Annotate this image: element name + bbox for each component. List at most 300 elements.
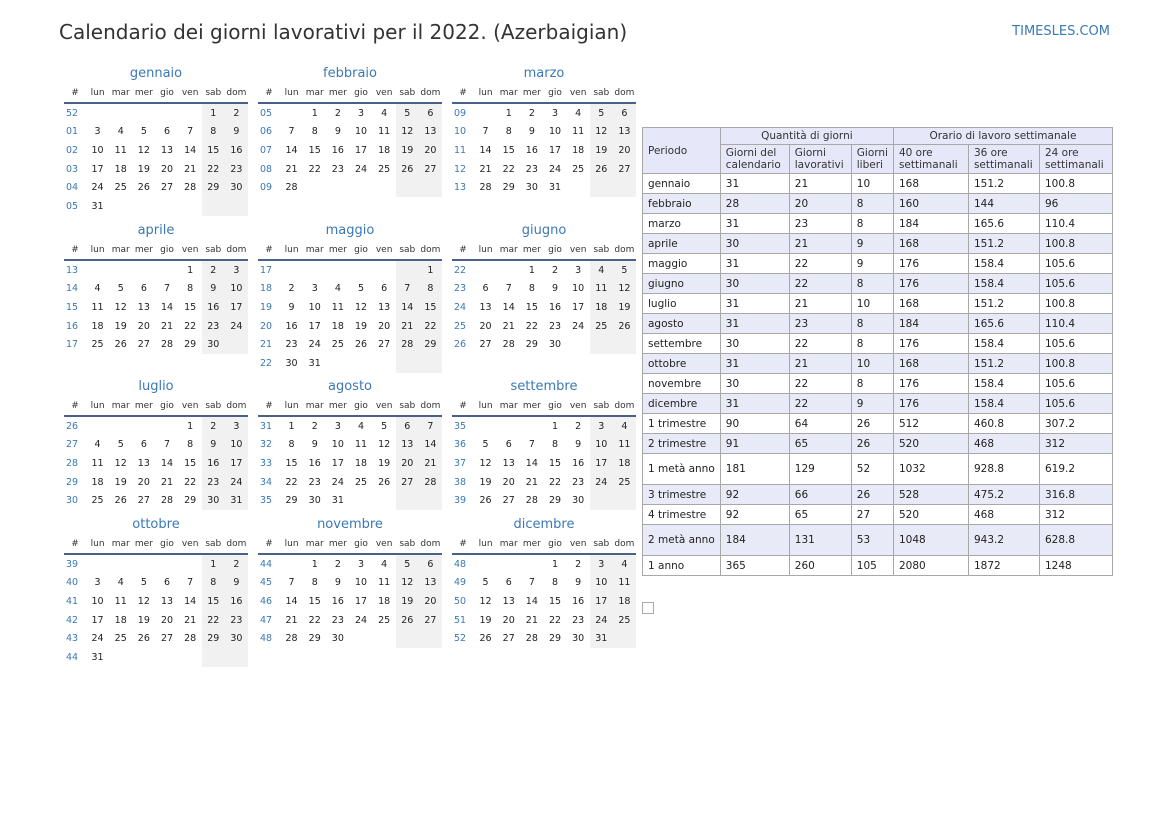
day-cell: 24 xyxy=(590,473,613,492)
week-number: 03 xyxy=(66,163,79,175)
day-cell: 24 xyxy=(548,163,562,175)
day-cell: 22 xyxy=(525,320,538,332)
value-cell: 176 xyxy=(893,254,968,274)
value-cell: 22 xyxy=(789,274,851,294)
day-cell: 4 xyxy=(117,577,124,589)
week-number: 46 xyxy=(260,595,273,607)
weekday-header: ven xyxy=(373,534,396,554)
day-cell: 28 xyxy=(396,335,419,354)
table-row xyxy=(643,254,1113,274)
day-cell: 5 xyxy=(396,554,419,574)
value-cell: 316.8 xyxy=(1039,485,1112,505)
week-row xyxy=(64,280,248,299)
day-cell: 3 xyxy=(590,554,613,574)
day-cell: 30 xyxy=(202,491,225,510)
value-cell: 31 xyxy=(720,174,789,194)
value-cell: 22 xyxy=(789,254,851,274)
day-cell: 23 xyxy=(202,473,225,492)
day-cell: 7 xyxy=(505,283,512,295)
day-cell: 25 xyxy=(91,339,104,351)
day-cell: 10 xyxy=(548,126,562,138)
week-row xyxy=(452,335,636,354)
week-row xyxy=(258,473,442,492)
day-cell: 10 xyxy=(590,436,613,455)
day-cell: 14 xyxy=(285,144,298,156)
weekday-header: ven xyxy=(567,240,590,260)
week-number: 17 xyxy=(66,339,79,351)
day-cell: 18 xyxy=(331,320,344,332)
day-cell: 5 xyxy=(396,103,419,123)
day-cell: 3 xyxy=(334,420,341,432)
day-cell: 28 xyxy=(184,182,197,194)
day-cell: 12 xyxy=(613,280,636,299)
week-number: 05 xyxy=(66,200,79,212)
day-cell: 8 xyxy=(202,574,225,593)
period-cell: 1 trimestre xyxy=(643,414,721,434)
day-cell: 3 xyxy=(311,283,318,295)
day-cell: 21 xyxy=(396,317,419,336)
day-cell: 15 xyxy=(502,144,515,156)
day-cell: 1 xyxy=(528,264,535,276)
value-cell: 22 xyxy=(789,394,851,414)
week-row xyxy=(64,592,248,611)
weekday-header: ven xyxy=(179,396,202,416)
day-cell: 10 xyxy=(354,126,368,138)
day-cell xyxy=(613,178,636,197)
day-cell xyxy=(419,491,442,510)
day-cell xyxy=(225,648,248,667)
day-cell: 24 xyxy=(354,163,368,175)
day-cell: 27 xyxy=(160,633,174,645)
value-cell: 520 xyxy=(893,505,968,525)
day-cell: 29 xyxy=(419,335,442,354)
week-number: 09 xyxy=(454,107,467,119)
day-cell: 9 xyxy=(334,126,341,138)
day-cell: 26 xyxy=(613,317,636,336)
value-cell: 151.2 xyxy=(968,354,1039,374)
day-cell: 14 xyxy=(525,595,538,607)
weekday-header: dom xyxy=(613,240,636,260)
day-cell: 12 xyxy=(479,595,492,607)
value-cell: 1248 xyxy=(1039,556,1112,576)
value-cell: 165.6 xyxy=(968,214,1039,234)
week-row xyxy=(452,317,636,336)
day-cell: 1 xyxy=(187,264,194,276)
week-number: 31 xyxy=(260,420,273,432)
day-cell: 12 xyxy=(378,439,391,451)
week-number: 47 xyxy=(260,614,273,626)
day-cell: 27 xyxy=(137,339,150,351)
month-calendar xyxy=(64,222,248,354)
day-cell: 10 xyxy=(308,301,321,313)
value-cell: 21 xyxy=(789,354,851,374)
day-cell: 8 xyxy=(202,123,225,142)
month-name: agosto xyxy=(328,379,372,394)
month-calendar xyxy=(258,516,442,648)
day-cell: 26 xyxy=(479,495,492,507)
checkbox[interactable] xyxy=(642,602,654,614)
day-cell: 11 xyxy=(378,126,391,138)
week-row xyxy=(64,141,248,160)
days-group-header: Quantità di giorni xyxy=(720,128,893,145)
day-cell: 19 xyxy=(396,592,419,611)
day-cell: 4 xyxy=(94,283,101,295)
value-cell: 65 xyxy=(789,434,851,454)
day-cell xyxy=(155,103,178,123)
day-cell: 12 xyxy=(114,457,127,469)
day-cell xyxy=(202,197,225,216)
week-number: 30 xyxy=(66,495,79,507)
day-cell: 13 xyxy=(160,595,174,607)
day-cell: 16 xyxy=(572,595,585,607)
weekday-header: ven xyxy=(567,534,590,554)
day-cell: 23 xyxy=(202,317,225,336)
day-cell xyxy=(613,491,636,510)
week-row xyxy=(452,160,636,179)
day-cell: 6 xyxy=(482,283,489,295)
weekday-header: gio xyxy=(543,240,566,260)
weekday-header: ven xyxy=(567,396,590,416)
weekday-header: sab xyxy=(590,240,613,260)
day-cell: 25 xyxy=(91,495,104,507)
day-cell: 22 xyxy=(308,163,321,175)
day-cell: 11 xyxy=(114,595,127,607)
value-cell: 129 xyxy=(789,454,851,485)
value-cell: 184 xyxy=(893,214,968,234)
day-cell: 15 xyxy=(525,301,538,313)
day-cell: 5 xyxy=(381,420,388,432)
week-row xyxy=(452,574,636,593)
day-cell: 14 xyxy=(184,595,197,607)
day-cell xyxy=(179,103,202,123)
weekday-header: sab xyxy=(202,534,225,554)
weekday-header: sab xyxy=(590,534,613,554)
week-row xyxy=(64,436,248,455)
day-cell: 9 xyxy=(225,574,248,593)
value-cell: 168 xyxy=(893,234,968,254)
day-cell xyxy=(396,260,419,280)
week-row xyxy=(64,648,248,667)
day-cell: 15 xyxy=(308,595,321,607)
week-row xyxy=(258,335,442,354)
weekday-header: mer xyxy=(520,83,543,103)
day-cell xyxy=(202,648,225,667)
week-number: 09 xyxy=(260,182,273,194)
column-header: 24 ore settimanali xyxy=(1039,145,1112,174)
day-cell: 1 xyxy=(202,103,225,123)
day-cell: 13 xyxy=(160,144,174,156)
day-cell: 15 xyxy=(184,457,197,469)
weekday-header: mar xyxy=(497,240,520,260)
day-cell: 31 xyxy=(331,495,344,507)
day-cell: 20 xyxy=(502,476,515,488)
day-cell: 22 xyxy=(184,476,197,488)
period-cell: agosto xyxy=(643,314,721,334)
day-cell: 3 xyxy=(590,416,613,436)
weekday-header: gio xyxy=(349,396,372,416)
weekday-header: # xyxy=(64,396,86,416)
weekday-header: sab xyxy=(202,83,225,103)
day-cell: 22 xyxy=(202,611,225,630)
value-cell: 30 xyxy=(720,234,789,254)
weekday-header: dom xyxy=(419,83,442,103)
weekday-header: mer xyxy=(132,83,155,103)
day-cell: 11 xyxy=(91,301,104,313)
week-row xyxy=(258,141,442,160)
day-cell: 11 xyxy=(378,577,391,589)
value-cell: 468 xyxy=(968,505,1039,525)
day-cell xyxy=(349,178,372,197)
day-cell xyxy=(373,178,396,197)
table-row xyxy=(643,434,1113,454)
day-cell: 17 xyxy=(225,298,248,317)
week-row xyxy=(452,611,636,630)
day-cell: 12 xyxy=(354,301,368,313)
day-cell: 21 xyxy=(502,320,515,332)
week-row xyxy=(64,197,248,216)
day-cell xyxy=(326,178,349,197)
week-number: 32 xyxy=(260,439,273,451)
weekday-header: mar xyxy=(497,396,520,416)
week-row xyxy=(64,178,248,197)
day-cell: 10 xyxy=(91,144,104,156)
day-cell: 4 xyxy=(117,126,124,138)
day-cell: 8 xyxy=(187,283,194,295)
value-cell: 168 xyxy=(893,174,968,194)
day-cell: 28 xyxy=(160,495,174,507)
day-cell: 20 xyxy=(137,320,150,332)
table-row xyxy=(643,354,1113,374)
weekday-header: lun xyxy=(474,83,497,103)
value-cell: 176 xyxy=(893,274,968,294)
week-number: 38 xyxy=(454,476,467,488)
day-cell xyxy=(179,554,202,574)
day-cell: 9 xyxy=(575,439,582,451)
day-cell: 26 xyxy=(396,611,419,630)
day-cell: 15 xyxy=(419,298,442,317)
value-cell: 260 xyxy=(789,556,851,576)
day-cell: 25 xyxy=(331,339,344,351)
day-cell: 4 xyxy=(590,260,613,280)
week-row xyxy=(64,416,248,436)
week-number: 11 xyxy=(454,144,467,156)
day-cell: 12 xyxy=(396,123,419,142)
day-cell: 6 xyxy=(381,283,388,295)
value-cell: 8 xyxy=(851,194,893,214)
weekday-header: dom xyxy=(419,240,442,260)
month-name: ottobre xyxy=(132,517,180,532)
day-cell: 13 xyxy=(396,436,419,455)
weekday-header: lun xyxy=(86,83,109,103)
day-cell: 24 xyxy=(590,611,613,630)
day-cell: 16 xyxy=(225,141,248,160)
value-cell: 158.4 xyxy=(968,394,1039,414)
month-name: marzo xyxy=(523,66,565,81)
value-cell: 307.2 xyxy=(1039,414,1112,434)
day-cell: 12 xyxy=(114,301,127,313)
week-number: 07 xyxy=(260,144,273,156)
weekday-header: gio xyxy=(155,240,178,260)
value-cell: 31 xyxy=(720,254,789,274)
day-cell xyxy=(497,554,520,574)
value-cell: 365 xyxy=(720,556,789,576)
weekday-header: # xyxy=(258,83,280,103)
day-cell xyxy=(590,491,613,510)
weekday-header: ven xyxy=(373,240,396,260)
value-cell: 20 xyxy=(789,194,851,214)
day-cell: 31 xyxy=(225,491,248,510)
week-number: 15 xyxy=(66,301,79,313)
day-cell: 26 xyxy=(479,633,492,645)
day-cell: 16 xyxy=(548,301,562,313)
weekday-header: gio xyxy=(349,240,372,260)
weekday-header: dom xyxy=(613,534,636,554)
day-cell: 19 xyxy=(354,320,368,332)
week-row xyxy=(258,354,442,373)
weekday-header: # xyxy=(64,534,86,554)
day-cell: 6 xyxy=(163,126,171,138)
day-cell: 21 xyxy=(285,614,298,626)
value-cell: 184 xyxy=(893,314,968,334)
day-cell: 19 xyxy=(396,141,419,160)
weekday-header: # xyxy=(64,240,86,260)
day-cell xyxy=(109,197,132,216)
weekday-header: dom xyxy=(225,240,248,260)
week-row xyxy=(64,260,248,280)
day-cell: 2 xyxy=(575,558,582,570)
week-number: 19 xyxy=(260,301,273,313)
day-cell: 23 xyxy=(525,163,538,175)
day-cell xyxy=(520,416,543,436)
day-cell: 22 xyxy=(419,317,442,336)
weekday-header: lun xyxy=(86,240,109,260)
weekday-header: gio xyxy=(155,396,178,416)
week-row xyxy=(64,103,248,123)
week-number: 04 xyxy=(66,182,79,194)
month-name: dicembre xyxy=(513,517,575,532)
weekday-header: sab xyxy=(396,396,419,416)
month-calendar xyxy=(258,222,442,373)
day-cell xyxy=(86,554,109,574)
week-number: 21 xyxy=(260,339,273,351)
month-name: settembre xyxy=(510,379,578,394)
day-cell: 29 xyxy=(502,182,515,194)
day-cell: 12 xyxy=(479,457,492,469)
day-cell: 12 xyxy=(396,574,419,593)
day-cell: 8 xyxy=(187,439,194,451)
day-cell: 1 xyxy=(202,554,225,574)
day-cell: 5 xyxy=(482,439,489,451)
week-row xyxy=(258,436,442,455)
week-row xyxy=(452,454,636,473)
day-cell xyxy=(373,491,396,510)
weekday-header: lun xyxy=(86,534,109,554)
day-cell: 10 xyxy=(91,595,104,607)
day-cell: 17 xyxy=(225,454,248,473)
value-cell: 8 xyxy=(851,374,893,394)
day-cell: 6 xyxy=(140,439,147,451)
week-row xyxy=(258,416,442,436)
day-cell: 22 xyxy=(502,163,515,175)
value-cell: 105.6 xyxy=(1039,254,1112,274)
day-cell: 16 xyxy=(285,320,298,332)
day-cell xyxy=(155,554,178,574)
day-cell: 2 xyxy=(551,264,559,276)
day-cell: 9 xyxy=(311,439,318,451)
day-cell: 7 xyxy=(187,577,194,589)
day-cell: 7 xyxy=(288,126,295,138)
day-cell: 17 xyxy=(331,457,344,469)
value-cell: 31 xyxy=(720,214,789,234)
day-cell: 16 xyxy=(331,595,344,607)
value-cell: 30 xyxy=(720,334,789,354)
week-row xyxy=(258,123,442,142)
day-cell: 20 xyxy=(160,163,174,175)
day-cell: 7 xyxy=(187,126,194,138)
day-cell: 15 xyxy=(308,144,321,156)
period-cell: maggio xyxy=(643,254,721,274)
value-cell: 92 xyxy=(720,505,789,525)
month-calendar xyxy=(258,378,442,510)
day-cell: 23 xyxy=(225,160,248,179)
day-cell: 10 xyxy=(225,436,248,455)
value-cell: 22 xyxy=(789,374,851,394)
day-cell: 11 xyxy=(114,144,127,156)
day-cell xyxy=(419,178,442,197)
day-cell: 30 xyxy=(572,633,585,645)
weekday-header: mar xyxy=(303,534,326,554)
value-cell: 27 xyxy=(851,505,893,525)
month-calendar xyxy=(64,516,248,667)
week-row xyxy=(64,454,248,473)
day-cell: 15 xyxy=(285,457,298,469)
value-cell: 168 xyxy=(893,294,968,314)
day-cell: 31 xyxy=(91,651,104,663)
weekday-header: lun xyxy=(280,83,303,103)
week-number: 39 xyxy=(454,495,467,507)
day-cell xyxy=(326,260,349,280)
day-cell: 9 xyxy=(551,283,559,295)
day-cell: 27 xyxy=(419,160,442,179)
day-cell: 20 xyxy=(419,141,442,160)
weekday-header: lun xyxy=(280,396,303,416)
week-number: 52 xyxy=(66,107,79,119)
site-link[interactable]: TIMESLES.COM xyxy=(1012,24,1110,39)
period-cell: 3 trimestre xyxy=(643,485,721,505)
day-cell: 27 xyxy=(479,339,492,351)
day-cell: 14 xyxy=(525,457,538,469)
day-cell: 18 xyxy=(91,476,104,488)
day-cell: 8 xyxy=(528,283,535,295)
value-cell: 26 xyxy=(851,434,893,454)
value-cell: 31 xyxy=(720,314,789,334)
day-cell: 5 xyxy=(140,126,147,138)
day-cell: 22 xyxy=(202,160,225,179)
day-cell: 17 xyxy=(354,595,368,607)
value-cell: 26 xyxy=(851,485,893,505)
value-cell: 30 xyxy=(720,274,789,294)
day-cell: 15 xyxy=(202,141,225,160)
day-cell: 30 xyxy=(225,178,248,197)
day-cell: 3 xyxy=(575,264,582,276)
day-cell xyxy=(132,197,155,216)
week-row xyxy=(258,592,442,611)
value-cell: 312 xyxy=(1039,434,1112,454)
weekday-header: mer xyxy=(520,396,543,416)
weekday-header: # xyxy=(64,83,86,103)
day-cell xyxy=(474,416,497,436)
value-cell: 151.2 xyxy=(968,294,1039,314)
